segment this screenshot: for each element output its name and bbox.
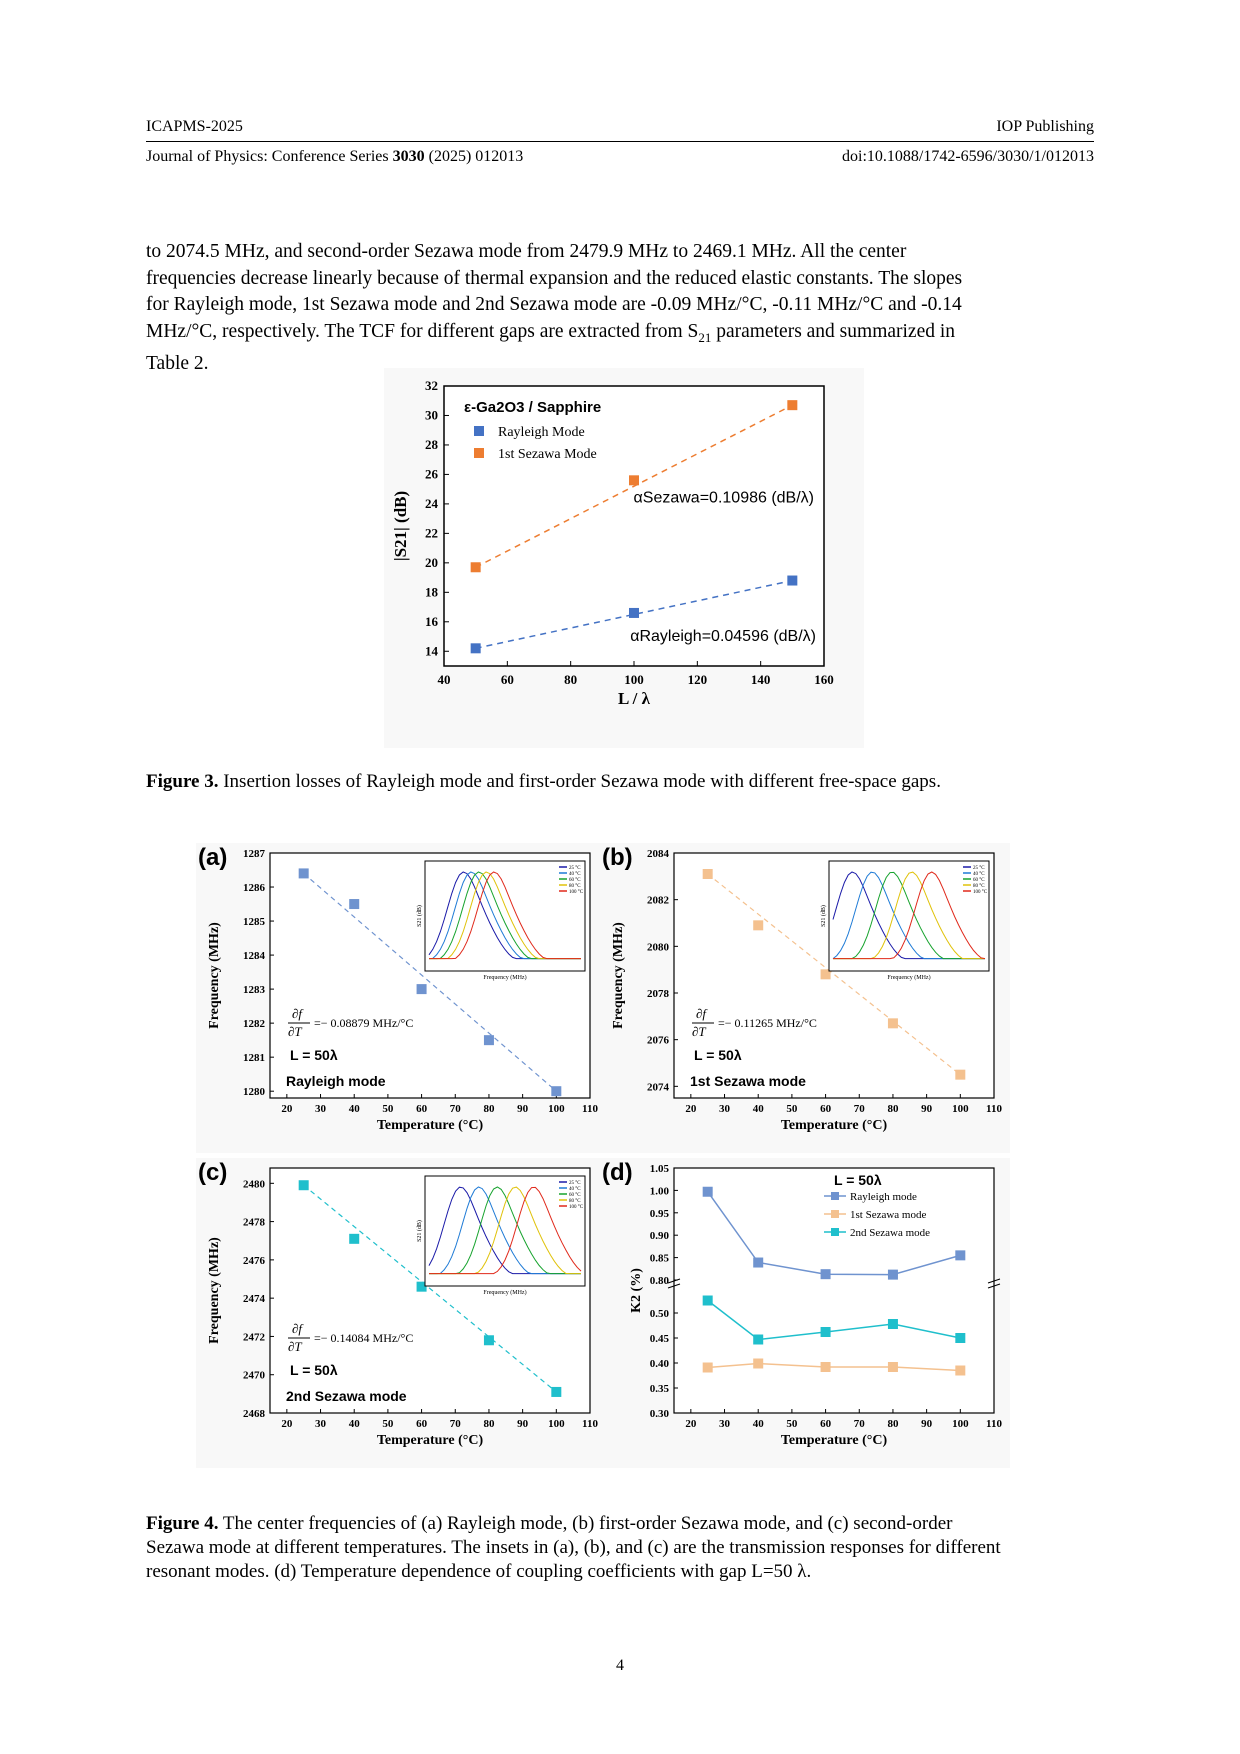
x-tick-label: 110 bbox=[582, 1103, 598, 1115]
inset-legend-label: 60 °C bbox=[973, 878, 985, 883]
data-point bbox=[417, 984, 427, 994]
y-tick-label: 2080 bbox=[647, 941, 669, 954]
slope-label: =− 0.11265 MHz/°C bbox=[718, 1016, 817, 1030]
y-tick-label: 16 bbox=[425, 613, 438, 629]
figure-4-caption bbox=[146, 1512, 1094, 1584]
x-tick-label: 100 bbox=[548, 1103, 565, 1115]
legend-marker bbox=[474, 448, 484, 458]
data-point bbox=[629, 608, 639, 618]
data-point bbox=[484, 1335, 494, 1345]
x-tick-label: 60 bbox=[820, 1103, 832, 1115]
body-line: Table 2. bbox=[146, 352, 209, 374]
x-tick-label: 40 bbox=[437, 672, 451, 687]
x-tick-label: 110 bbox=[986, 1418, 1002, 1430]
y-axis-label: Frequency (MHz) bbox=[207, 922, 222, 1029]
x-tick-label: 50 bbox=[786, 1418, 798, 1430]
y-tick-label: 30 bbox=[425, 407, 438, 423]
y-tick-label: 2076 bbox=[647, 1034, 669, 1047]
data-point bbox=[955, 1333, 965, 1343]
y-tick-label: 0.30 bbox=[649, 1408, 669, 1420]
data-point bbox=[703, 1363, 713, 1373]
y-axis-label: Frequency (MHz) bbox=[611, 922, 626, 1029]
slope-symbol: ∂T bbox=[288, 1024, 302, 1039]
annotation: αRayleigh=0.04596 (dB/λ) bbox=[630, 627, 816, 645]
data-point bbox=[821, 1327, 831, 1337]
body-line: MHz/°C, respectively. The TCF for different gaps are extracted from $S_{21}$ parameters and summarized in bbox=[146, 320, 956, 345]
y-tick-label: 2078 bbox=[647, 988, 669, 1000]
figure-4a-chart bbox=[196, 843, 606, 1153]
y-axis-label: Frequency (MHz) bbox=[207, 1237, 222, 1344]
inset-legend-label: 25 °C bbox=[569, 866, 581, 871]
y-tick-label: 2468 bbox=[243, 1408, 265, 1420]
x-tick-label: 60 bbox=[820, 1418, 832, 1430]
mode-label: 1st Sezawa mode bbox=[690, 1073, 806, 1089]
x-tick-label: 110 bbox=[582, 1418, 598, 1430]
y-tick-label: 1285 bbox=[243, 916, 265, 929]
legend-marker bbox=[831, 1192, 839, 1200]
page-number: 4 bbox=[616, 1657, 624, 1674]
slope-symbol: ∂f bbox=[696, 1006, 707, 1021]
caption-line: Figure 4. The center frequencies of (a) Rayleigh mode, (b) first-order Sezawa mode, and (c) second-order bbox=[146, 1513, 953, 1534]
body-line: frequencies decrease linearly because of thermal expansion and the reduced elastic constants. The slopes bbox=[146, 267, 963, 289]
data-point bbox=[955, 1366, 965, 1376]
x-tick-label: 70 bbox=[449, 1103, 461, 1115]
slope-symbol: ∂f bbox=[292, 1321, 303, 1336]
x-axis-label: Temperature (°C) bbox=[780, 1118, 888, 1133]
y-tick-label: 0.80 bbox=[649, 1275, 669, 1287]
x-tick-label: 40 bbox=[752, 1418, 764, 1430]
legend-label: Rayleigh mode bbox=[850, 1191, 917, 1203]
inset-legend-label: 25 °C bbox=[973, 866, 985, 871]
publisher-name: IOP Publishing bbox=[996, 118, 1094, 135]
y-tick-label: 2074 bbox=[647, 1081, 669, 1094]
x-tick-label: 70 bbox=[853, 1418, 865, 1430]
y-tick-label: 22 bbox=[425, 525, 438, 541]
data-point bbox=[349, 899, 359, 909]
data-point bbox=[471, 643, 481, 653]
x-tick-label: 30 bbox=[719, 1418, 731, 1430]
data-point bbox=[955, 1250, 965, 1260]
y-tick-label: 26 bbox=[425, 466, 438, 482]
data-point bbox=[551, 1086, 561, 1096]
mode-label: Rayleigh mode bbox=[286, 1073, 386, 1089]
x-tick-label: 20 bbox=[281, 1418, 293, 1430]
x-tick-label: 30 bbox=[719, 1103, 731, 1115]
x-tick-label: 90 bbox=[517, 1103, 529, 1115]
inset-legend-label: 60 °C bbox=[569, 1193, 581, 1198]
y-tick-label: 1282 bbox=[243, 1018, 265, 1031]
y-tick-label: 1287 bbox=[243, 848, 265, 860]
x-tick-label: 80 bbox=[483, 1418, 495, 1430]
y-axis-label: K2 (%) bbox=[629, 1268, 644, 1313]
slope-symbol: ∂T bbox=[692, 1024, 706, 1039]
x-tick-label: 50 bbox=[786, 1103, 798, 1115]
x-tick-label: 100 bbox=[952, 1103, 969, 1115]
inset-legend-label: 40 °C bbox=[973, 872, 985, 877]
legend-label: 1st Sezawa Mode bbox=[498, 447, 597, 462]
x-tick-label: 30 bbox=[315, 1418, 327, 1430]
x-tick-label: 80 bbox=[887, 1103, 899, 1115]
x-tick-label: 80 bbox=[483, 1103, 495, 1115]
figure-4d-chart bbox=[600, 1158, 1010, 1468]
inset-y-label: S21 (dB) bbox=[417, 905, 423, 927]
conference-name: ICAPMS-2025 bbox=[146, 118, 243, 135]
inset-legend-label: 40 °C bbox=[569, 1187, 581, 1192]
x-tick-label: 60 bbox=[500, 672, 514, 687]
x-tick-label: 50 bbox=[382, 1418, 394, 1430]
x-tick-label: 90 bbox=[921, 1103, 933, 1115]
x-tick-label: 20 bbox=[685, 1103, 697, 1115]
x-tick-label: 50 bbox=[382, 1103, 394, 1115]
x-axis-label: Temperature (°C) bbox=[780, 1433, 888, 1448]
x-tick-label: 110 bbox=[986, 1103, 1002, 1115]
data-point bbox=[753, 1335, 763, 1345]
inset-y-label: S21 (dB) bbox=[821, 905, 827, 927]
x-tick-label: 100 bbox=[548, 1418, 565, 1430]
gap-label: L = 50λ bbox=[290, 1047, 338, 1063]
y-tick-label: 24 bbox=[425, 495, 438, 511]
header-rule bbox=[146, 141, 1094, 142]
y-tick-label: 2472 bbox=[243, 1331, 265, 1344]
slope-label: =− 0.14084 MHz/°C bbox=[314, 1331, 414, 1345]
data-point bbox=[753, 1359, 763, 1369]
data-point bbox=[753, 1258, 763, 1268]
inset-x-label: Frequency (MHz) bbox=[887, 975, 931, 981]
y-tick-label: 0.50 bbox=[649, 1308, 669, 1320]
doi: doi:10.1088/1742-6596/3030/1/012013 bbox=[842, 148, 1094, 165]
x-tick-label: 100 bbox=[952, 1418, 969, 1430]
x-axis-label: L / λ bbox=[618, 689, 650, 708]
inset-frame bbox=[425, 861, 585, 971]
x-tick-label: 70 bbox=[853, 1103, 865, 1115]
x-tick-label: 70 bbox=[449, 1418, 461, 1430]
legend-label: Rayleigh Mode bbox=[498, 425, 585, 440]
body-line: for Rayleigh mode, 1st Sezawa mode and 2nd Sezawa mode are -0.09 MHz/°C, -0.11 MHz/°C and -0.14 bbox=[146, 294, 962, 315]
x-tick-label: 90 bbox=[517, 1418, 529, 1430]
y-tick-label: 2474 bbox=[243, 1293, 265, 1306]
y-tick-label: 1284 bbox=[243, 950, 265, 963]
x-tick-label: 60 bbox=[416, 1103, 428, 1115]
data-point bbox=[471, 562, 481, 572]
y-tick-label: 1286 bbox=[243, 882, 265, 895]
y-tick-label: 1283 bbox=[243, 984, 265, 997]
x-tick-label: 90 bbox=[921, 1418, 933, 1430]
panel-label: (a) bbox=[198, 844, 228, 871]
inset-legend-label: 60 °C bbox=[569, 878, 581, 883]
figure-3-caption: Figure 3. Insertion losses of Rayleigh mode and first-order Sezawa mode with different free-space gaps. bbox=[146, 771, 941, 792]
data-point bbox=[629, 475, 639, 485]
gap-label: L = 50λ bbox=[290, 1362, 338, 1378]
y-tick-label: 2470 bbox=[243, 1369, 265, 1382]
x-tick-label: 40 bbox=[752, 1103, 764, 1115]
y-axis-label: |S21| (dB) bbox=[391, 490, 410, 562]
inset-legend-label: 40 °C bbox=[569, 872, 581, 877]
y-tick-label: 0.45 bbox=[649, 1333, 669, 1345]
x-tick-label: 100 bbox=[624, 672, 644, 687]
y-tick-label: 0.40 bbox=[649, 1358, 669, 1370]
inset-legend-label: 25 °C bbox=[569, 1181, 581, 1186]
data-point bbox=[703, 1296, 713, 1306]
y-tick-label: 1280 bbox=[243, 1086, 265, 1099]
x-tick-label: 40 bbox=[348, 1103, 360, 1115]
slope-symbol: ∂T bbox=[288, 1339, 302, 1354]
x-tick-label: 80 bbox=[887, 1418, 899, 1430]
y-tick-label: 0.35 bbox=[649, 1383, 669, 1395]
gap-label: L = 50λ bbox=[834, 1172, 882, 1188]
inset-x-label: Frequency (MHz) bbox=[483, 1290, 527, 1296]
legend-marker bbox=[831, 1228, 839, 1236]
y-tick-label: 2480 bbox=[243, 1178, 265, 1191]
inset-legend-label: 100 °C bbox=[569, 890, 584, 895]
data-point bbox=[888, 1270, 898, 1280]
legend-marker bbox=[831, 1210, 839, 1218]
data-point bbox=[703, 869, 713, 879]
data-point bbox=[821, 1362, 831, 1372]
data-point bbox=[888, 1018, 898, 1028]
data-point bbox=[299, 1180, 309, 1190]
panel-label: (b) bbox=[602, 844, 633, 871]
figure-3-chart bbox=[384, 368, 864, 748]
x-tick-label: 160 bbox=[814, 672, 834, 687]
caption-line: Sezawa mode at different temperatures. The insets in (a), (b), and (c) are the transmission responses for different bbox=[146, 1537, 1001, 1558]
inset-y-label: S21 (dB) bbox=[417, 1220, 423, 1242]
data-point bbox=[753, 920, 763, 930]
panel-label: (c) bbox=[198, 1159, 228, 1186]
inset-x-label: Frequency (MHz) bbox=[483, 975, 527, 981]
y-tick-label: 0.95 bbox=[649, 1207, 669, 1220]
y-tick-label: 2082 bbox=[647, 894, 669, 907]
gap-label: L = 50λ bbox=[694, 1047, 742, 1063]
x-tick-label: 60 bbox=[416, 1418, 428, 1430]
figure-4c-chart bbox=[196, 1158, 606, 1468]
caption-line: resonant modes. (d) Temperature dependence of coupling coefficients with gap L=50 λ. bbox=[146, 1561, 812, 1582]
x-axis-label: Temperature (°C) bbox=[376, 1118, 484, 1133]
panel-label: (d) bbox=[602, 1159, 633, 1186]
x-tick-label: 140 bbox=[750, 672, 771, 687]
y-tick-label: 2476 bbox=[243, 1254, 265, 1267]
legend-label: 1st Sezawa mode bbox=[850, 1209, 927, 1221]
y-tick-label: 14 bbox=[425, 643, 438, 659]
x-tick-label: 20 bbox=[281, 1103, 293, 1115]
y-tick-label: 18 bbox=[425, 584, 438, 600]
y-tick-label: 0.85 bbox=[649, 1252, 669, 1265]
x-tick-label: 20 bbox=[685, 1418, 697, 1430]
y-tick-label: 2084 bbox=[647, 848, 669, 860]
figure-4b-chart bbox=[600, 843, 1010, 1153]
y-tick-label: 1.00 bbox=[649, 1185, 669, 1198]
chart-title: ε-Ga2O3 / Sapphire bbox=[464, 399, 602, 416]
body-paragraph bbox=[146, 239, 1094, 377]
data-point bbox=[551, 1387, 561, 1397]
data-point bbox=[787, 400, 797, 410]
legend-label: 2nd Sezawa mode bbox=[850, 1227, 931, 1239]
annotation: αSezawa=0.10986 (dB/λ) bbox=[633, 489, 814, 507]
y-tick-label: 1.05 bbox=[649, 1163, 669, 1175]
data-point bbox=[299, 868, 309, 878]
x-tick-label: 80 bbox=[564, 672, 578, 687]
legend-marker bbox=[474, 426, 484, 436]
data-point bbox=[955, 1070, 965, 1080]
data-point bbox=[703, 1187, 713, 1197]
plot-frame bbox=[674, 1168, 994, 1413]
data-point bbox=[484, 1035, 494, 1045]
mode-label: 2nd Sezawa mode bbox=[286, 1388, 407, 1404]
data-point bbox=[888, 1362, 898, 1372]
y-tick-label: 20 bbox=[425, 554, 438, 570]
body-line: to 2074.5 MHz, and second-order Sezawa mode from 2479.9 MHz to 2469.1 MHz. All the center bbox=[146, 241, 907, 262]
x-tick-label: 40 bbox=[348, 1418, 360, 1430]
inset-frame bbox=[829, 861, 989, 971]
y-tick-label: 1281 bbox=[243, 1052, 265, 1065]
y-tick-label: 0.90 bbox=[649, 1230, 669, 1243]
inset-legend-label: 80 °C bbox=[569, 1199, 581, 1204]
inset-legend-label: 80 °C bbox=[569, 884, 581, 889]
data-point bbox=[349, 1234, 359, 1244]
x-axis-label: Temperature (°C) bbox=[376, 1433, 484, 1448]
y-tick-label: 28 bbox=[425, 436, 438, 452]
y-tick-label: 32 bbox=[425, 378, 438, 393]
slope-label: =− 0.08879 MHz/°C bbox=[314, 1016, 414, 1030]
x-tick-label: 120 bbox=[687, 672, 708, 687]
inset-legend-label: 100 °C bbox=[973, 890, 988, 895]
inset-legend-label: 80 °C bbox=[973, 884, 985, 889]
x-tick-label: 30 bbox=[315, 1103, 327, 1115]
data-point bbox=[888, 1319, 898, 1329]
slope-symbol: ∂f bbox=[292, 1006, 303, 1021]
data-point bbox=[821, 1269, 831, 1279]
journal-line: Journal of Physics: Conference Series 3030 (2025) 012013 bbox=[146, 148, 524, 165]
data-point bbox=[787, 576, 797, 586]
y-tick-label: 2478 bbox=[243, 1216, 265, 1229]
inset-legend-label: 100 °C bbox=[569, 1205, 584, 1210]
